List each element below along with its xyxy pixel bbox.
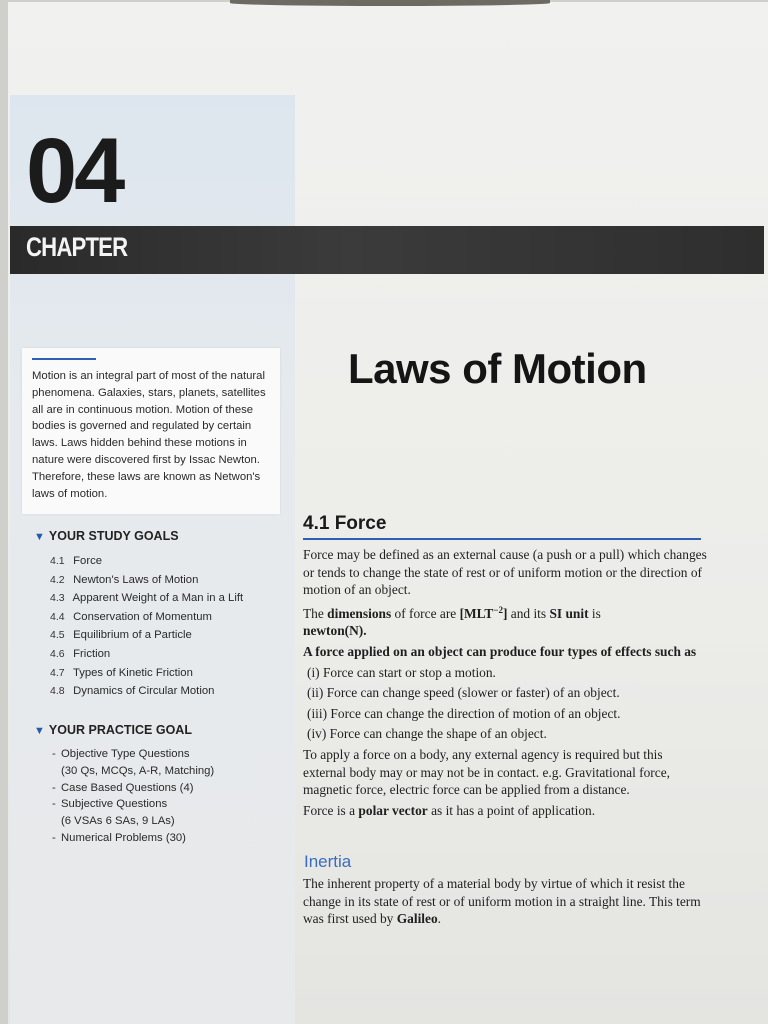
study-goal-item [50,645,285,664]
practice-goal-heading-text: YOUR PRACTICE GOAL [48,723,192,737]
paragraph-effects-intro [303,643,708,661]
chapter-number: 04 [26,120,123,222]
goal-number: 4.4 [50,610,65,623]
study-goal-item [50,552,285,571]
goal-label: Apparent Weight of a Man in a Lift [72,592,244,605]
study-goals-heading [34,529,179,543]
section-rule [303,538,701,540]
paragraph-definition: Force may be defined as an external cause (a push or a pull) which changes or tends to change the state of rest or of uniform motion or the direction of motion of an object. [303,547,707,598]
practice-label: Numerical Problems (30) [61,831,186,844]
text: of force are [391,605,460,621]
triangle-down-icon: ▼ [34,531,45,543]
practice-label: Subjective Questions [61,798,168,811]
section-heading: 4.1 Force [303,513,387,534]
intro-text: Motion is an integral part of most of the natural phenomena. Galaxies, stars, planets, satellites all are in continuous motion. Motion of these bodies is governed and regulated by certain laws. Laws hidden behind these motions in nature were discovered first by Issac Newton. Therefore, these laws are known as Netwon's laws of motion. [32,370,266,500]
text: is [588,605,601,621]
goal-number: 4.3 [50,592,65,605]
inertia-heading: Inertia [304,852,352,871]
goal-number: 4.1 [50,555,65,567]
text: as it has a point of application. [427,802,596,818]
chapter-label: CHAPTER [26,232,128,262]
paragraph-polar-vector [303,802,708,820]
text: The [303,605,328,621]
triangle-down-icon: ▼ [34,725,45,737]
goal-label: Types of Kinetic Friction [72,666,193,679]
practice-item: - Numerical Problems (30) [52,831,186,844]
practice-label: Objective Type Questions [61,748,190,760]
practice-goal-heading [34,723,192,737]
chapter-title: Laws of Motion [348,345,647,392]
intro-rule [32,358,96,360]
page-top-shadow [230,0,550,6]
intro-box [22,348,280,514]
effect-item: (ii) Force can change speed (slower or faster) of an object. [307,685,620,701]
practice-item-detail: (6 VSAs 6 SAs, 9 LAs) [61,815,175,828]
paragraph-dimensions [303,602,708,640]
bold-text: ] [502,605,508,621]
goal-number: 4.6 [50,647,65,660]
study-goal-item [50,589,285,608]
practice-item: - Case Based Questions (4) [52,781,194,794]
bold-text: newton(N). [303,623,367,639]
study-goal-item [50,664,285,683]
goal-number: 4.2 [50,573,65,586]
practice-label: Case Based Questions (4) [61,781,194,794]
text: . [437,911,442,927]
goal-label: Force [73,555,103,567]
goal-label: Friction [73,647,111,660]
goal-number: 4.5 [50,629,65,642]
study-goals-heading-text: YOUR STUDY GOALS [48,529,179,543]
paragraph-external-agency: To apply a force on a body, any external agency is required but this external body may or may not be in contact. e.g. Gravitational force, magnetic force, electric force can be applied from a distance. [303,746,670,798]
goal-number: 4.7 [50,666,65,679]
bold-text: Galileo [396,911,438,927]
practice-item-detail: (30 Qs, MCQs, A-R, Matching) [61,764,215,777]
practice-goal-list [52,746,287,847]
goal-number: 4.8 [50,685,65,698]
study-goal-item [50,626,285,645]
bold-text: [MLT [459,605,494,621]
goal-label: Newton's Laws of Motion [73,573,199,586]
study-goal-item [50,608,285,627]
practice-item: - Objective Type Questions [52,748,190,760]
inertia-text [303,875,708,928]
goal-label: Equilibrium of a Particle [73,629,192,642]
study-goal-item [50,682,285,701]
study-goals-list [50,552,285,701]
text: The inherent property of a material body by virtue of which it resist the change in its state of rest or of uniform motion in a straight line. This term was first used by [303,876,701,927]
superscript: −2 [493,604,503,615]
effect-item: (iii) Force can change the direction of motion of an object. [307,705,621,721]
goal-label: Dynamics of Circular Motion [73,685,215,698]
effect-item: (i) Force can start or stop a motion. [307,664,496,680]
goal-label: Conservation of Momentum [73,610,212,623]
section-content [303,546,708,822]
bold-text: A force applied on an object can produce four types of effects such as [303,643,697,659]
text: and its [507,605,550,621]
effect-item: (iv) Force can change the shape of an object. [307,726,547,742]
text: Force is a [303,802,359,818]
bold-text: polar vector [358,802,428,818]
bold-text: dimensions [327,605,392,621]
study-goal-item [50,571,285,590]
practice-item: - Subjective Questions [52,798,168,811]
bold-text: SI unit [549,605,589,621]
